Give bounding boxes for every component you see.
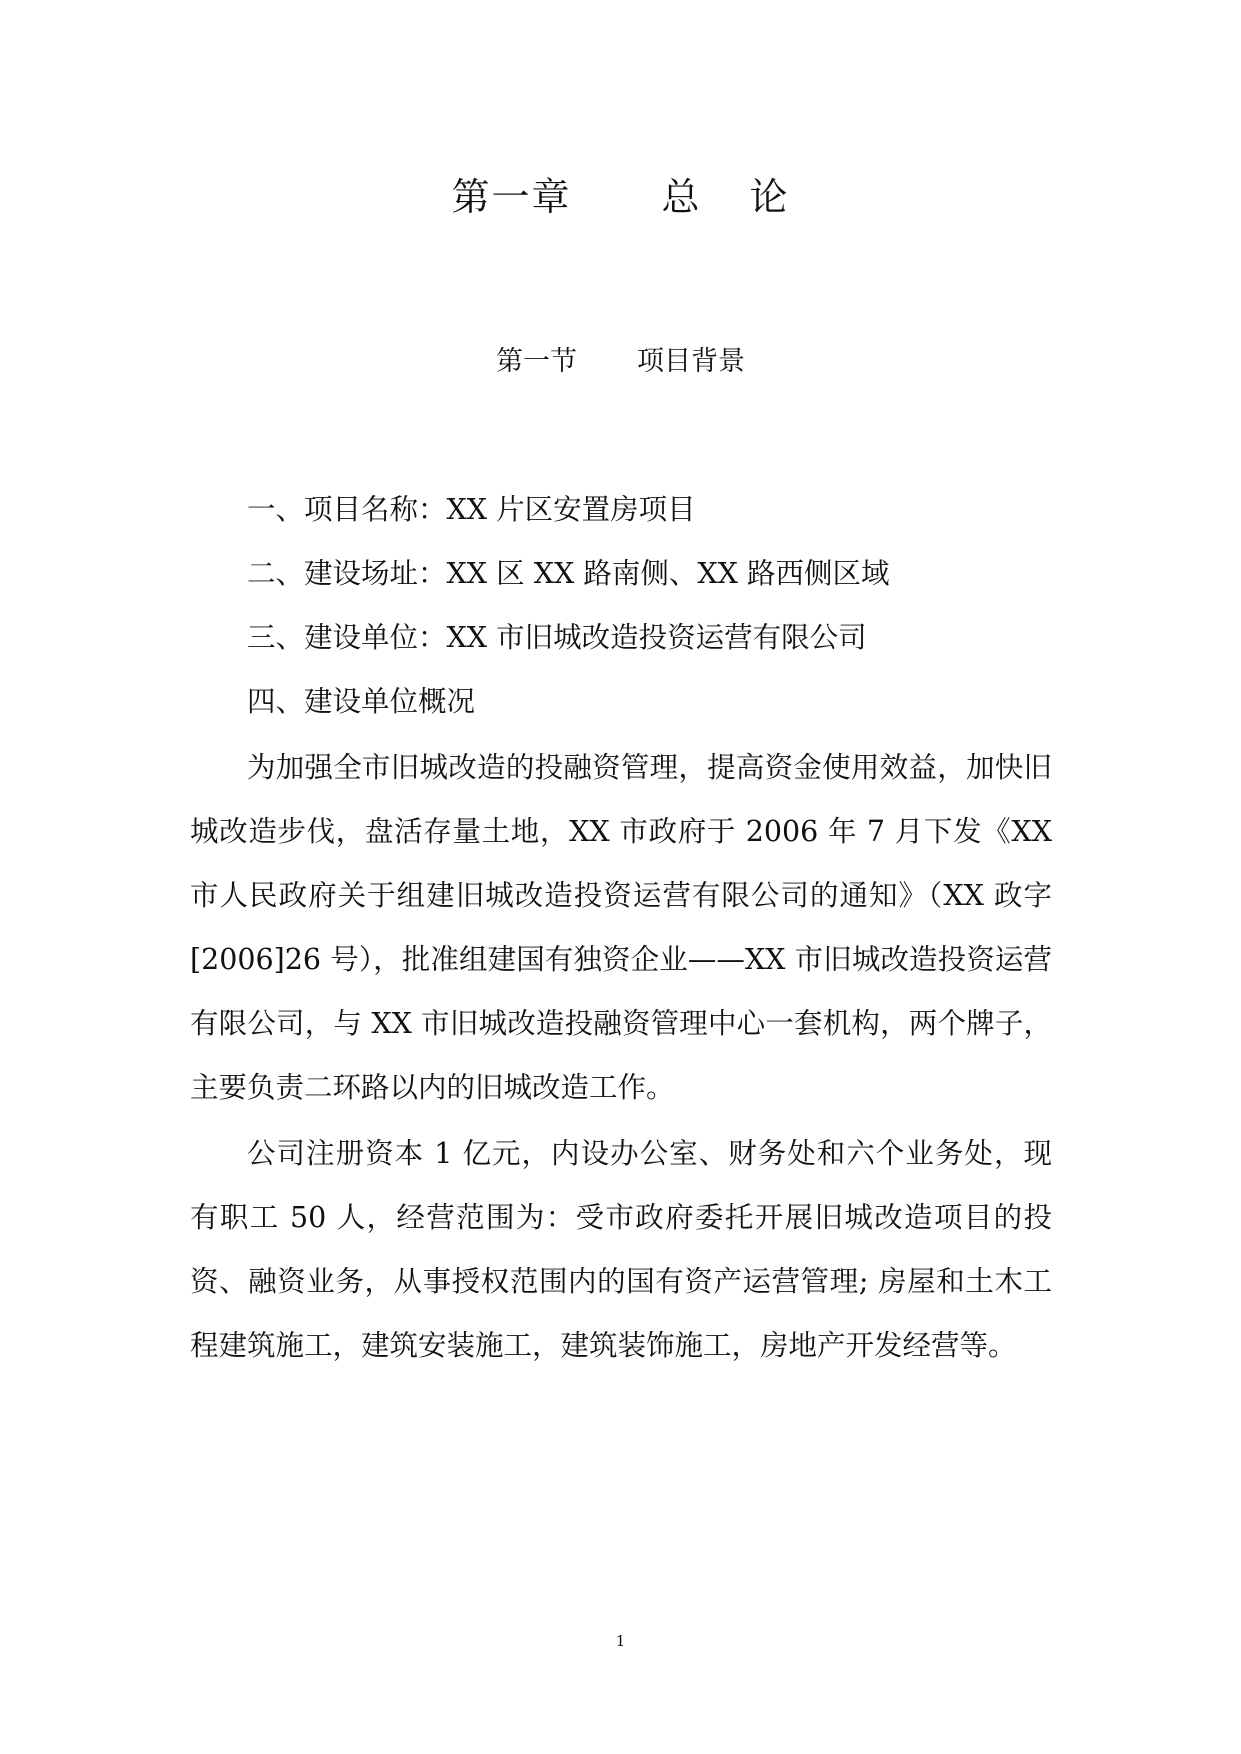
list-item-builder-overview: 四、建设单位概况	[247, 685, 476, 718]
section-heading: 项目背景	[637, 346, 745, 377]
chapter-prefix: 第一章	[451, 175, 572, 219]
chapter-word-1: 总	[661, 175, 702, 219]
list-item-project-name: 一、项目名称：XX 片区安置房项目	[247, 493, 696, 526]
list-item-builder: 三、建设单位：XX 市旧城改造投资运营有限公司	[247, 621, 867, 654]
chapter-word-2: 论	[749, 175, 790, 219]
project-info-list	[190, 478, 1052, 734]
chapter-title	[0, 172, 1241, 222]
paragraph-company-background: 为加强全市旧城改造的投融资管理，提高资金使用效益，加快旧城改造步伐，盘活存量土地，XX 市政府于 2006 年 7 月下发《XX 市人民政府关于组建旧城改造投资运营有限公司的通知》（XX 政字[2006]26 号），批准组建国有独资企业——XX 市旧城改造投资运营有限公司，与 XX 市旧城改造投融资管理中心一套机构，两个牌子，主要负责二环路以内的旧城改造工作。	[190, 751, 1052, 1104]
paragraph-company-scope: 公司注册资本 1 亿元，内设办公室、财务处和六个业务处，现有职工 50 人，经营范围为：受市政府委托开展旧城改造项目的投资、融资业务，从事授权范围内的国有资产运营管理; 房屋和土木工程建筑施工，建筑安装施工，建筑装饰施工，房地产开发经营等。	[190, 1137, 1052, 1362]
list-item-site: 二、建设场址：XX 区 XX 路南侧、XX 路西侧区域	[247, 557, 890, 590]
section-title	[0, 342, 1241, 382]
section-prefix: 第一节	[496, 346, 577, 377]
page-number: 1	[615, 1632, 626, 1650]
